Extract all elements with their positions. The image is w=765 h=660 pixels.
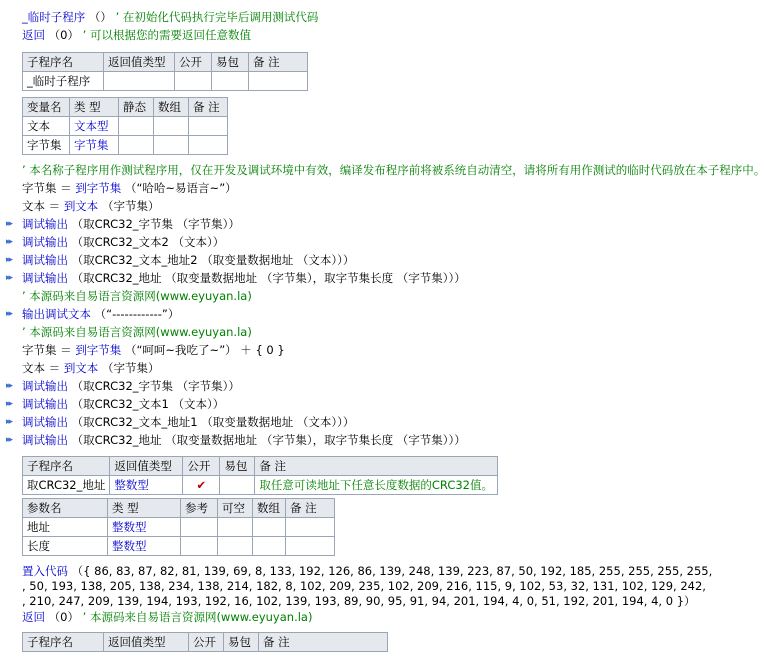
breakpoint-arrow-icon: ▸▸ [6, 273, 12, 283]
param-table: 参数名 类 型 参考 可空 数组 备 注 地址 整数型 长度 整数型 [22, 498, 335, 556]
breakpoint-arrow-icon: ▸▸ [6, 237, 12, 247]
breakpoint-arrow-icon: ▸▸ [6, 417, 12, 427]
code-line[interactable]: 置入代码 （{ 86, 83, 87, 82, 81, 139, 69, 8, 133, 192, 126, 86, 139, 248, 139, 223, 87, 50, 192, 185, 255, 255, 255, 255, [22, 564, 713, 578]
sub-name[interactable]: _临时子程序 [22, 10, 86, 24]
comment: ’ 在初始化代码执行完毕后调用测试代码 [115, 10, 319, 24]
code-line[interactable]: ▸▸ 调试输出 （取CRC32_文本_地址2 （取变量数据地址 （文本））） [6, 253, 355, 267]
table-row[interactable]: 文本 文本型 [23, 117, 228, 136]
sub-header-line[interactable]: _临时子程序 （） ’ 在初始化代码执行完毕后调用测试代码 [22, 10, 319, 24]
table-row[interactable]: 地址 整数型 [23, 518, 335, 537]
code-line[interactable]: ▸▸ 调试输出 （取CRC32_文本_地址1 （取变量数据地址 （文本））） [6, 415, 355, 429]
code-line[interactable]: ▸▸ 调试输出 （取CRC32_文本1 （文本）） [6, 397, 225, 411]
comment-line[interactable]: ’ 本名称子程序用作测试程序用，仅在开发及调试环境中有效，编译发布程序前将被系统自动清空，请将所有用作测试的临时代码放在本子程序中。 [22, 163, 765, 177]
code-line[interactable]: ▸▸ 调试输出 （取CRC32_文本2 （文本）） [6, 235, 225, 249]
return-line[interactable]: 返回 （0） ’ 本源码来自易语言资源网(www.eyuyan.la) [22, 610, 313, 624]
breakpoint-arrow-icon: ▸▸ [6, 435, 12, 445]
comment-line[interactable]: ’ 本源码来自易语言资源网(www.eyuyan.la) [22, 289, 252, 303]
sub-name-cell[interactable]: _临时子程序 [23, 72, 104, 91]
sub-table-crc32: 子程序名 返回值类型 公开 易包 备 注 取CRC32_地址 整数型 ✔ 取任意可读地址下任意长度数据的CRC32值。 [22, 456, 498, 495]
check-icon[interactable]: ✔ [183, 476, 220, 495]
comment-line[interactable]: ’ 本源码来自易语言资源网(www.eyuyan.la) [22, 325, 252, 339]
code-line[interactable]: 字节集 ＝ 到字节集 （“哈哈~易语言~”） [22, 181, 237, 195]
code-line[interactable]: 文本 ＝ 到文本 （字节集） [22, 199, 160, 213]
breakpoint-arrow-icon: ▸▸ [6, 309, 12, 319]
code-line[interactable]: 文本 ＝ 到文本 （字节集） [22, 361, 160, 375]
return-line[interactable]: 返回 （0） ’ 可以根据您的需要返回任意数值 [22, 28, 251, 42]
sub-table-1: 子程序名 返回值类型 公开 易包 备 注 _临时子程序 [22, 52, 308, 91]
breakpoint-arrow-icon: ▸▸ [6, 399, 12, 409]
code-line[interactable]: ▸▸ 调试输出 （取CRC32_字节集 （字节集）） [6, 379, 240, 393]
code-line[interactable]: , 210, 247, 209, 139, 194, 193, 192, 16, 102, 139, 193, 89, 90, 95, 91, 94, 201, 194, 4, 0, 51, 192, 201, 194, 4, 0 }） [22, 594, 696, 608]
code-line[interactable]: , 50, 193, 138, 205, 138, 234, 138, 214, 182, 8, 102, 209, 235, 102, 209, 216, 115, 9, 102, 53, 32, 131, 102, 129, 242, [22, 579, 706, 593]
table-row[interactable]: 长度 整数型 [23, 537, 335, 556]
code-line[interactable]: ▸▸ 调试输出 （取CRC32_地址 （取变量数据地址 （字节集），取字节集长度 （字节集））） [6, 433, 466, 447]
code-line[interactable]: ▸▸ 调试输出 （取CRC32_字节集 （字节集）） [6, 217, 240, 231]
table-row[interactable]: 字节集 字节集 [23, 136, 228, 155]
breakpoint-arrow-icon: ▸▸ [6, 255, 12, 265]
breakpoint-arrow-icon: ▸▸ [6, 219, 12, 229]
code-line[interactable]: ▸▸ 调试输出 （取CRC32_地址 （取变量数据地址 （字节集），取字节集长度 （字节集））） [6, 271, 466, 285]
code-line[interactable]: ▸▸ 输出调试文本 （“------------”） [6, 307, 180, 321]
sub-name-cell[interactable]: 取CRC32_地址 [23, 476, 110, 495]
breakpoint-arrow-icon: ▸▸ [6, 381, 12, 391]
sub-table-2: 子程序名 返回值类型 公开 易包 备 注 [22, 632, 388, 652]
var-table: 变量名 类 型 静态 数组 备 注 文本 文本型 字节集 字节集 [22, 97, 228, 155]
code-line[interactable]: 字节集 ＝ 到字节集 （“呵呵~我吃了~”） ＋ { 0 } [22, 343, 285, 357]
